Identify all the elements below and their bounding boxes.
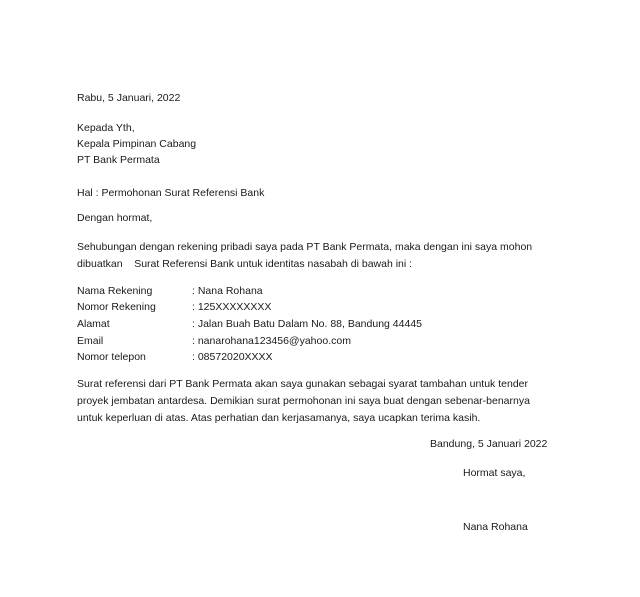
intro-paragraph-line: Sehubungan dengan rekening pribadi saya pada PT Bank Permata, maka dengan ini saya mohon <box>77 241 533 253</box>
letter-salutation: Dengan hormat, <box>77 212 153 224</box>
field-label: Nomor Rekening <box>77 301 156 313</box>
intro-paragraph-line: dibuatkan Surat Referensi Bank untuk identitas nasabah di bawah ini : <box>77 258 413 270</box>
letter-date: Rabu, 5 Januari, 2022 <box>77 92 181 104</box>
field-value: : Nana Rohana <box>192 285 263 297</box>
closing-phrase: Hormat saya, <box>463 467 526 479</box>
recipient-line-position: Kepala Pimpinan Cabang <box>77 138 197 150</box>
body-paragraph-line: untuk keperluan di atas. Atas perhatian dan kerjasamanya, saya ucapkan terima kasih. <box>77 412 481 424</box>
field-label: Email <box>77 335 104 347</box>
field-label: Nomor telepon <box>77 351 146 363</box>
field-value: : Jalan Buah Batu Dalam No. 88, Bandung 44445 <box>192 318 422 330</box>
field-label: Alamat <box>77 318 110 330</box>
body-paragraph-line: proyek jembatan antardesa. Demikian surat permohonan ini saya buat dengan sebenar-benarnya <box>77 395 530 407</box>
field-label: Nama Rekening <box>77 285 153 297</box>
field-value: : nanarohana123456@yahoo.com <box>192 335 351 347</box>
field-value: : 08572020XXXX <box>192 351 273 363</box>
signature-name: Nana Rohana <box>463 521 528 533</box>
closing-place-date: Bandung, 5 Januari 2022 <box>430 438 548 450</box>
body-paragraph-line: Surat referensi dari PT Bank Permata akan saya gunakan sebagai syarat tambahan untuk tender <box>77 378 528 390</box>
field-value: : 125XXXXXXXX <box>192 301 272 313</box>
recipient-line-greeting: Kepada Yth, <box>77 122 135 134</box>
letter-subject: Hal : Permohonan Surat Referensi Bank <box>77 187 265 199</box>
recipient-line-company: PT Bank Permata <box>77 154 160 166</box>
